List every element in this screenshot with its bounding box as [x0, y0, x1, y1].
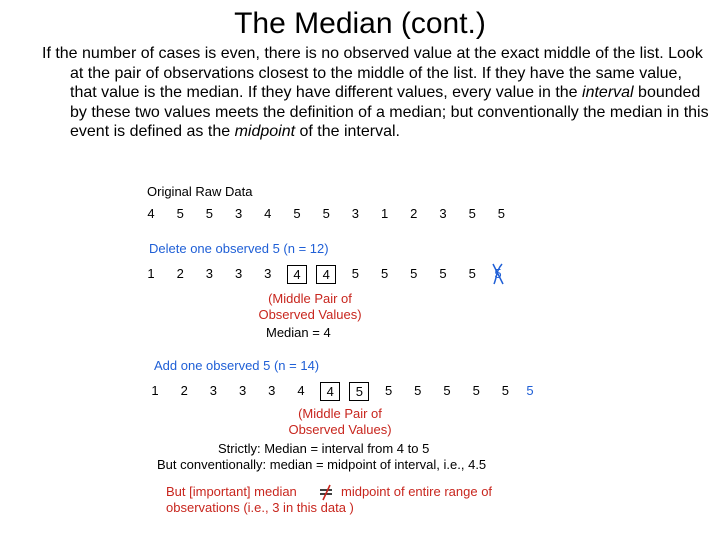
add-value: 5	[414, 383, 422, 398]
delete-pair-label-1: (Middle Pair of	[268, 291, 352, 306]
body-text-3: of the interval.	[295, 123, 400, 140]
raw-data-label: Original Raw Data	[147, 184, 253, 199]
add-value: 5	[501, 383, 509, 398]
add-value: 4	[297, 383, 305, 398]
delete-value: 5	[439, 266, 447, 281]
raw-data-value: 4	[147, 206, 155, 221]
add-value: 2	[180, 383, 188, 398]
body-text-2: bounded by these two values meets the definition of a median; but conventionally the median in this event is defined as the	[70, 84, 709, 140]
raw-data-row	[0, 205, 720, 223]
important-note-2: observations (i.e., 3 in this data )	[166, 500, 354, 515]
delete-value: 5	[410, 266, 418, 281]
raw-data-value: 4	[264, 206, 272, 221]
raw-data-value: 3	[234, 206, 243, 221]
delete-value: 4	[287, 265, 307, 284]
raw-data-value: 1	[380, 206, 389, 221]
delete-value: 5	[380, 266, 389, 281]
add-value: 3	[268, 383, 276, 398]
add-label: Add one observed 5 (n = 14)	[154, 358, 320, 373]
raw-data-value: 2	[410, 206, 418, 221]
raw-data-value: 5	[293, 206, 301, 221]
add-value: 4	[320, 382, 340, 401]
important-note-b: midpoint of entire range of	[341, 484, 493, 499]
delete-value: 3	[264, 266, 272, 281]
add-value: 3	[209, 383, 217, 398]
conventionally-note: But conventionally: median = midpoint of interval, i.e., 4.5	[157, 457, 487, 472]
delete-value: 5	[351, 266, 359, 281]
add-value: 5	[472, 383, 480, 398]
strike-mark-icon	[491, 263, 505, 285]
add-pair-label-1: (Middle Pair of	[298, 406, 382, 421]
raw-data-value: 5	[468, 206, 476, 221]
delete-median: Median = 4	[266, 325, 331, 340]
add-value: 5	[349, 382, 369, 401]
raw-data-value: 5	[205, 206, 213, 221]
raw-data-value: 5	[322, 206, 330, 221]
raw-data-value: 5	[497, 206, 505, 221]
delete-value: 3	[205, 266, 213, 281]
raw-data-value: 3	[439, 206, 447, 221]
raw-data-value: 3	[351, 206, 359, 221]
delete-value: 3	[234, 266, 243, 281]
delete-value: 5	[468, 266, 476, 281]
add-row	[0, 382, 720, 400]
important-note-a: But [important] median	[166, 484, 297, 499]
added-value: 5	[526, 383, 534, 398]
add-value: 1	[151, 383, 159, 398]
add-pair-label-2: Observed Values)	[288, 422, 392, 437]
slide-title: The Median (cont.)	[234, 7, 486, 40]
add-value: 5	[384, 383, 393, 398]
delete-value: 4	[316, 265, 336, 284]
delete-pair-label-2: Observed Values)	[258, 307, 362, 322]
delete-label: Delete one observed 5 (n = 12)	[149, 241, 329, 256]
add-value: 3	[238, 383, 247, 398]
delete-value: 1	[147, 266, 155, 281]
raw-data-value: 5	[176, 206, 184, 221]
delete-value: 2	[176, 266, 184, 281]
delete-row	[0, 265, 720, 283]
body-emphasis-midpoint: midpoint	[234, 123, 296, 140]
removed-value: 5	[494, 266, 502, 281]
body-text-1: If the number of cases is even, there is no observed value at the exact middle of the list. Look at the pair of observations closest to the middle of the list. If they have the same value, that value is the median. If they have different values, every value in the	[42, 45, 703, 101]
add-value: 5	[443, 383, 451, 398]
strictly-note: Strictly: Median = interval from 4 to 5	[218, 441, 430, 456]
body-emphasis-interval: interval	[582, 84, 634, 101]
not-equal-icon	[318, 483, 336, 501]
